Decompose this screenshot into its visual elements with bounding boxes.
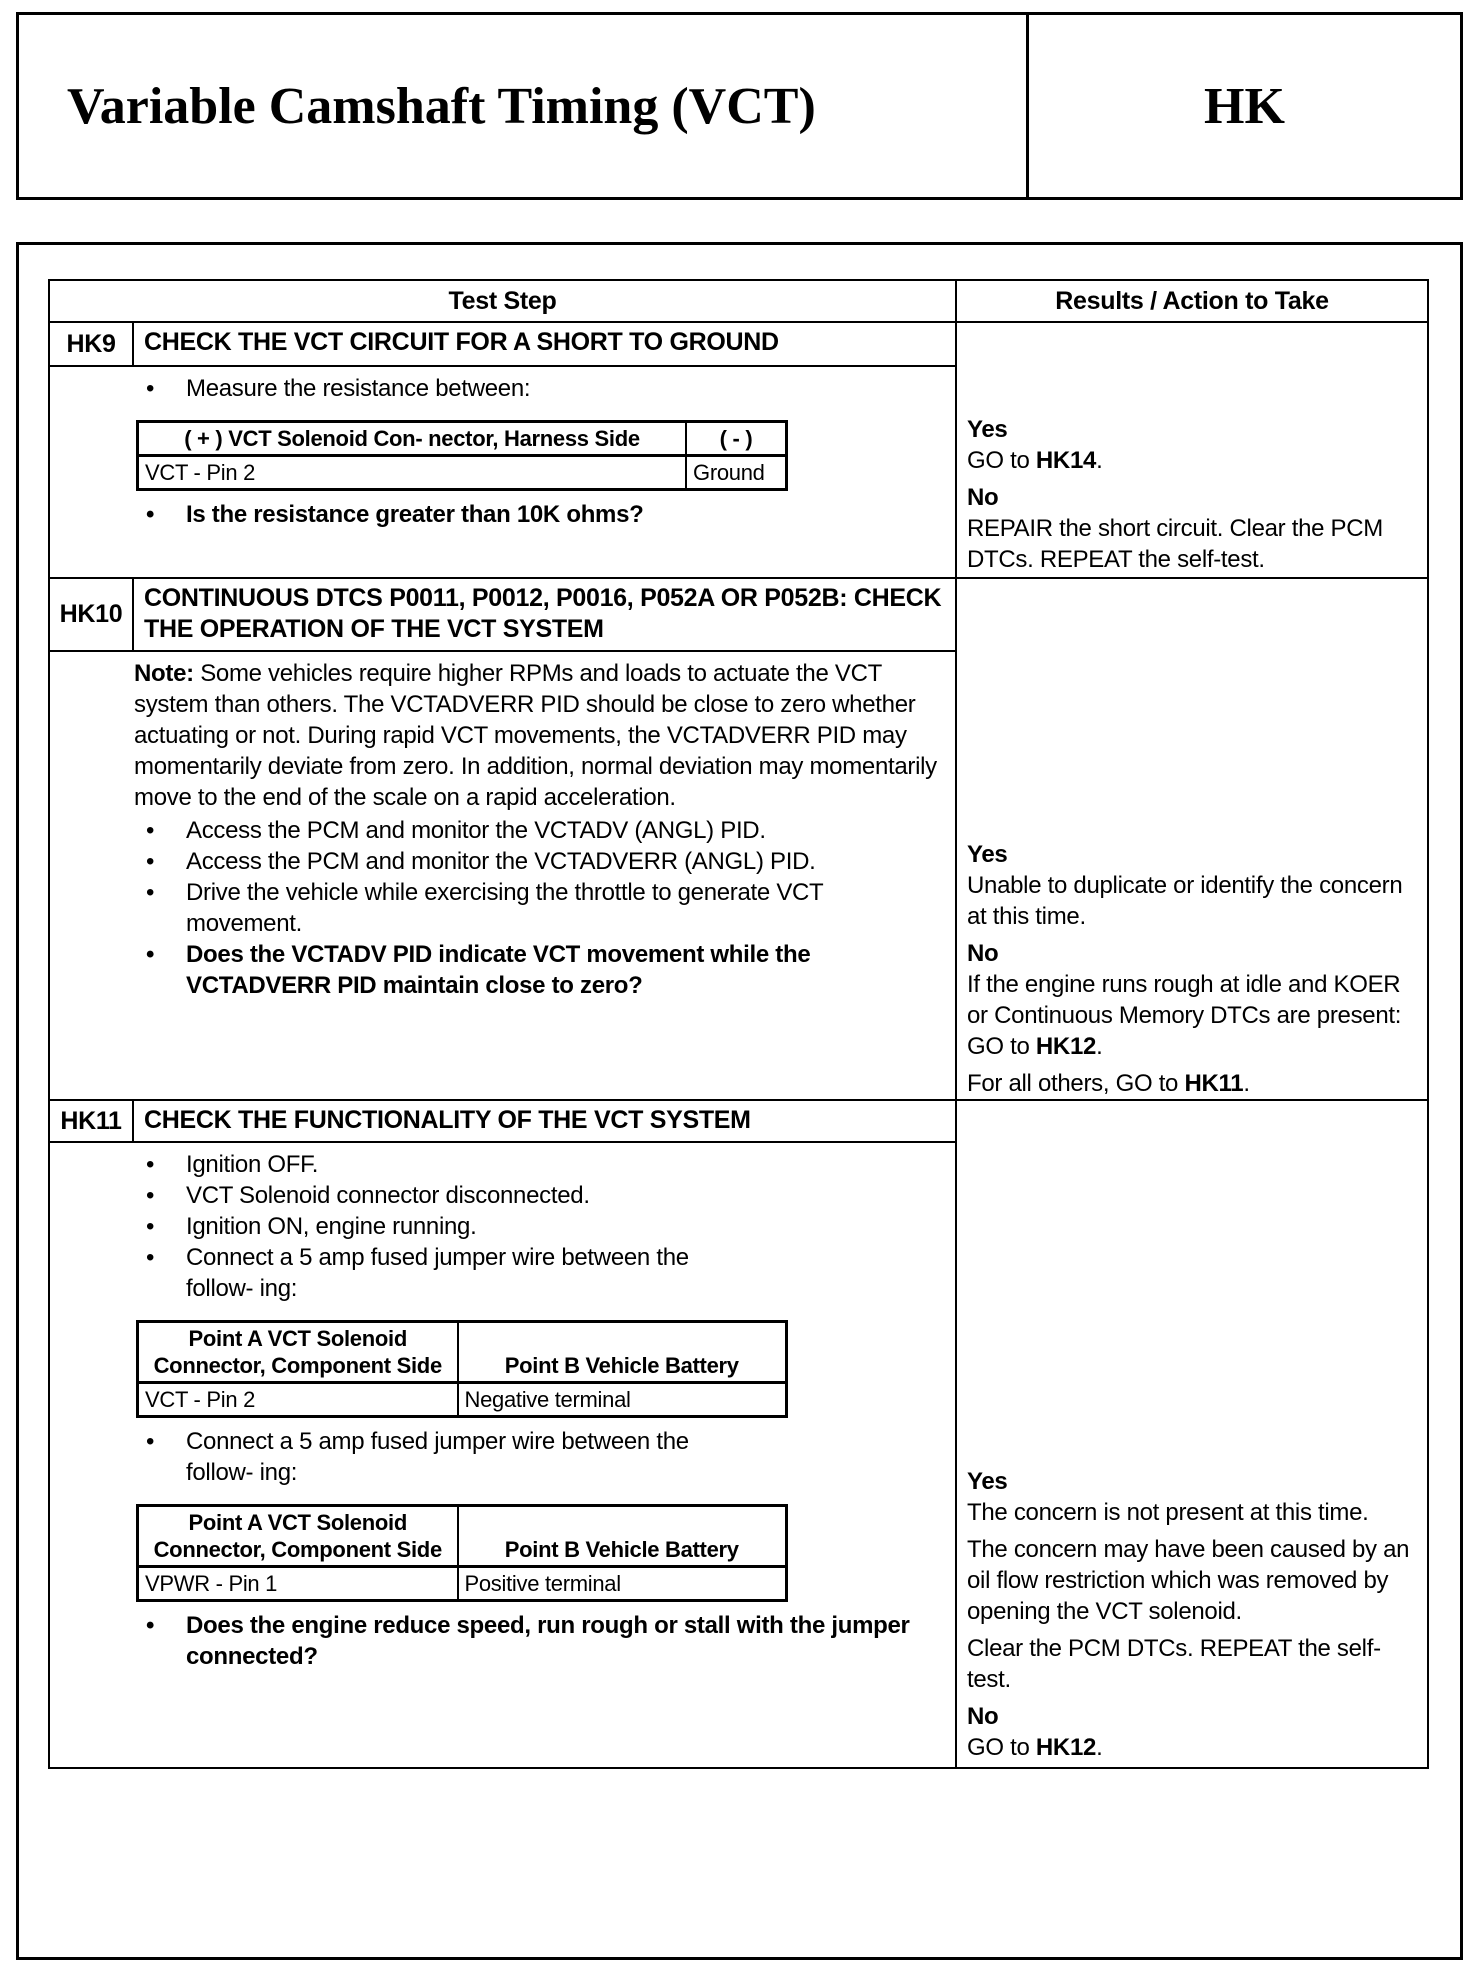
step-body [49,651,956,1100]
jumper-table-1 [136,1320,788,1418]
step-results [956,322,1428,578]
cell: Point A VCT Solenoid Connector, Component Side [138,1322,458,1383]
instruction: • Ignition OFF. [146,1149,941,1180]
cell: Point B Vehicle Battery [458,1322,787,1383]
yes-action: Unable to duplicate or identify the concern at this time. [967,872,1403,930]
step-link[interactable]: HK14 [1035,447,1097,474]
step-number: HK9 [49,322,133,366]
step-title: CONTINUOUS DTCS P0011, P0012, P0016, P052A OR P052B: CHECK THE OPERATION OF THE VCT SYSTEM [133,578,956,651]
step-title: CHECK THE VCT CIRCUIT FOR A SHORT TO GROUND [133,322,956,366]
cell: VCT - Pin 2 [138,1383,458,1417]
step-title: CHECK THE FUNCTIONALITY OF THE VCT SYSTEM [133,1100,956,1142]
step-results [956,1100,1428,1768]
page-header [16,12,1463,200]
yes-label: Yes [967,841,1008,868]
cell: Positive terminal [458,1567,787,1601]
step-link[interactable]: HK12 [1035,1033,1097,1060]
no-action: REPAIR the short circuit. Clear the PCM DTCs. REPEAT the self-test. [967,515,1383,573]
cell: Point B Vehicle Battery [458,1506,787,1567]
page-title: Variable Camshaft Timing (VCT) [19,15,1029,197]
cell: ( + ) VCT Solenoid Con- nector, Harness Side [138,422,687,456]
no-label: No [967,484,999,511]
no-action-other: For all others, GO to HK11. [967,1070,1250,1097]
step-link[interactable]: HK11 [1184,1070,1244,1097]
instruction: • Connect a 5 amp fused jumper wire between the follow- ing: [146,1242,746,1304]
note: Note: Some vehicles require higher RPMs and loads to actuate the VCT system than others. The VCTADVERR PID should be close to zero whether actuating or not. During rapid VCT movements, the VCTADVERR PID may momentarily deviate from zero. In addition, normal deviation may momentarily move to the end of the scale on a rapid acceleration. [134,660,937,811]
yes-action: The concern may have been caused by an oil flow restriction which was removed by opening the VCT solenoid. [967,1536,1410,1625]
yes-label: Yes [967,1468,1008,1495]
instruction: • VCT Solenoid connector disconnected. [146,1180,941,1211]
instruction: • Ignition ON, engine running. [146,1211,941,1242]
yes-action: Clear the PCM DTCs. REPEAT the self-test. [967,1635,1381,1693]
cell: VPWR - Pin 1 [138,1567,458,1601]
cell: ( - ) [686,422,786,456]
step-number: HK10 [49,578,133,651]
column-header-test-step: Test Step [49,280,956,322]
instruction: • Connect a 5 amp fused jumper wire between the follow- ing: [146,1426,746,1488]
no-action: GO to HK12. [967,1734,1103,1761]
step-number: HK11 [49,1100,133,1142]
step-body [49,366,956,578]
measurement-table [136,420,788,491]
yes-action: GO to HK14. [967,447,1103,474]
cell: VCT - Pin 2 [138,456,687,490]
instruction: • Access the PCM and monitor the VCTADVERR (ANGL) PID. [146,846,941,877]
yes-action: The concern is not present at this time. [967,1499,1369,1526]
test-step-table [48,279,1429,1769]
section-code: HK [1204,77,1285,135]
cell: Negative terminal [458,1383,787,1417]
jumper-table-2 [136,1504,788,1602]
no-action: If the engine runs rough at idle and KOER or Continuous Memory DTCs are present: GO to HK12. [967,971,1402,1060]
no-label: No [967,1703,999,1730]
yes-label: Yes [967,416,1008,443]
no-label: No [967,940,999,967]
column-header-results: Results / Action to Take [956,280,1428,322]
cell: Point A VCT Solenoid Connector, Component Side [138,1506,458,1567]
question: • Does the VCTADV PID indicate VCT movement while the VCTADVERR PID maintain close to zero? [146,939,941,1001]
step-body [49,1142,956,1768]
instruction: • Measure the resistance between: [146,373,941,404]
instruction: • Access the PCM and monitor the VCTADV (ANGL) PID. [146,815,941,846]
question: • Does the engine reduce speed, run rough or stall with the jumper connected? [146,1610,941,1672]
cell: Ground [686,456,786,490]
step-link[interactable]: HK12 [1035,1734,1097,1761]
question: • Is the resistance greater than 10K ohms? [146,499,941,530]
step-results [956,578,1428,1100]
instruction: • Drive the vehicle while exercising the throttle to generate VCT movement. [146,877,941,939]
